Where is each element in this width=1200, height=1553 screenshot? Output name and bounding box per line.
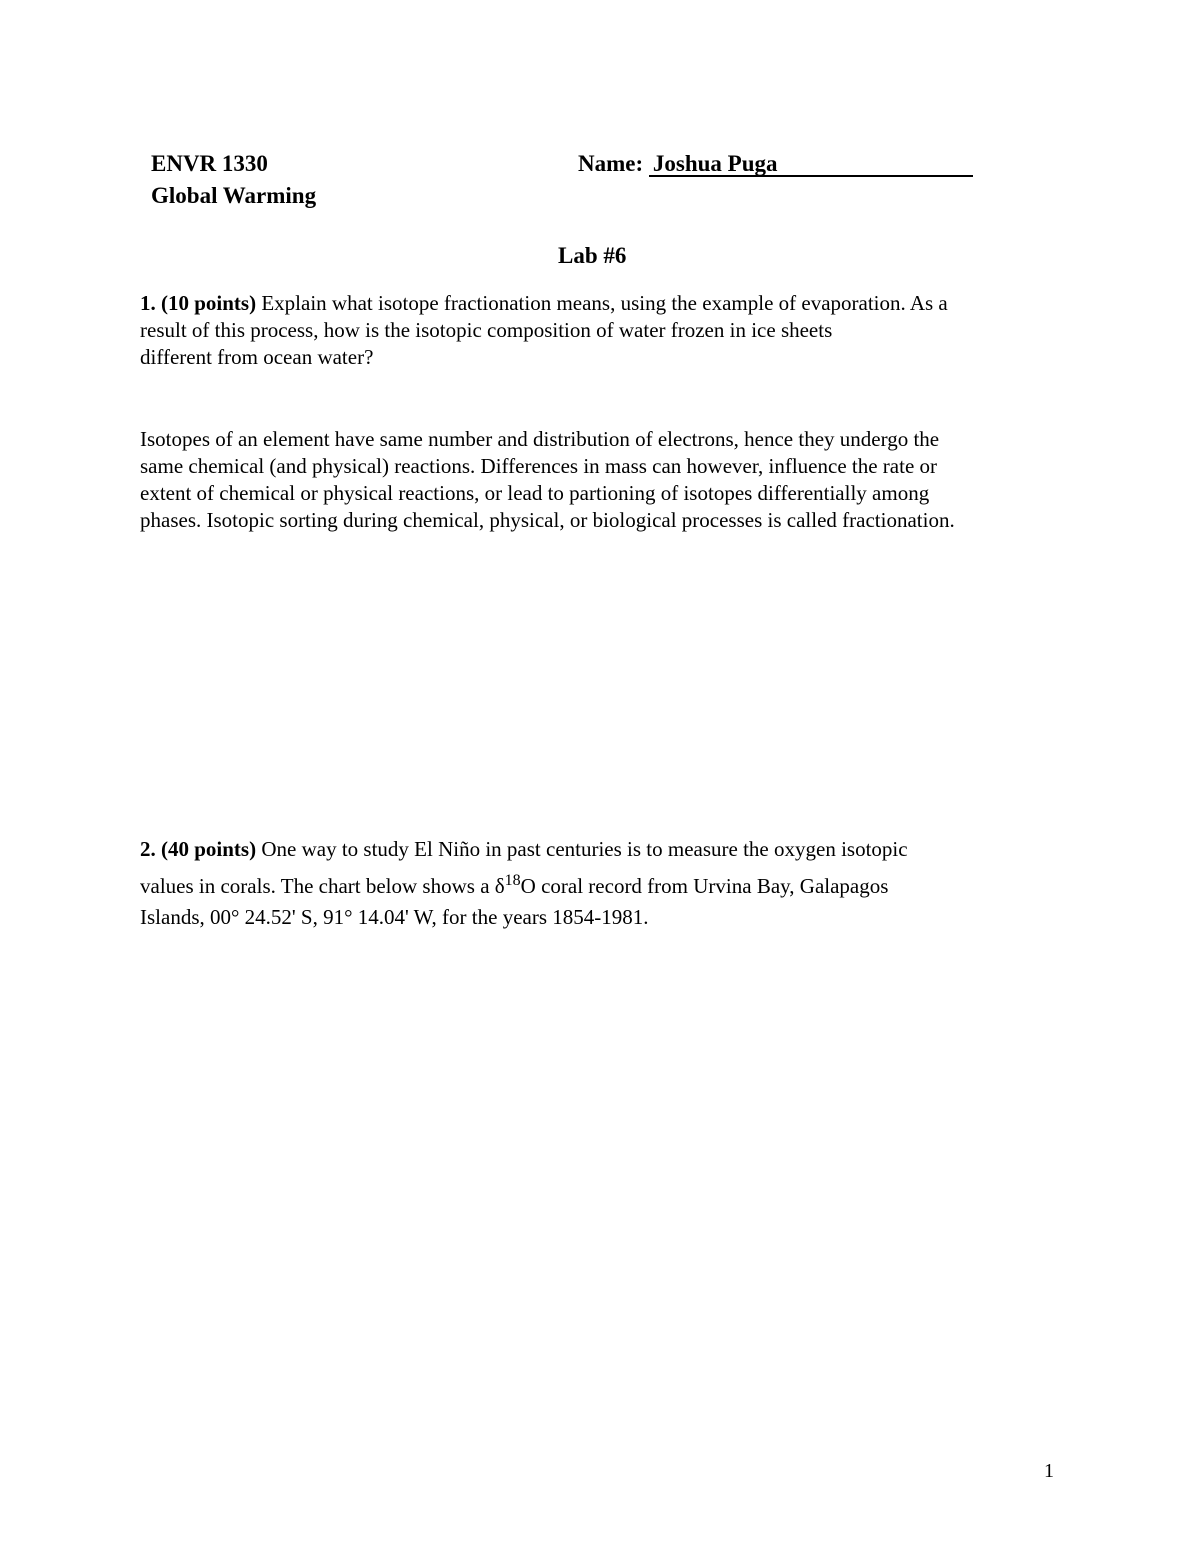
delta-superscript: 18	[504, 872, 521, 889]
answer-line: extent of chemical or physical reactions, or lead to partioning of isotopes differentially among	[140, 481, 930, 505]
name-value: Joshua Puga	[652, 151, 778, 176]
question-2-prompt-line-2b: O coral record from Urvina Bay, Galapagos	[520, 874, 889, 898]
question-2-prompt-line-2a: values in corals. The chart below shows a δ	[140, 874, 505, 898]
page-number: 1	[1044, 1460, 1054, 1482]
course-code: ENVR 1330	[151, 151, 268, 176]
question-2-prompt-line-3: Islands, 00° 24.52' S, 91° 14.04' W, for the years 1854-1981.	[140, 905, 649, 929]
question-2-prompt-line-1: One way to study El Niño in past centuries is to measure the oxygen isotopic	[261, 837, 908, 861]
question-1-prompt	[140, 290, 948, 371]
name-label: Name:	[578, 151, 644, 176]
course-title: Global Warming	[151, 183, 317, 208]
question-1-answer	[140, 426, 955, 534]
question-1-number: 1.	[140, 291, 156, 315]
lab-title: Lab #6	[558, 243, 627, 268]
name-block	[578, 150, 973, 178]
question-1-prompt-line-3: different from ocean water?	[140, 345, 374, 369]
question-1-points: (10 points)	[161, 291, 257, 315]
name-field	[649, 153, 973, 177]
question-2-points: (40 points)	[161, 837, 257, 861]
question-1-prompt-line-2: result of this process, how is the isotopic composition of water frozen in ice sheets	[140, 318, 833, 342]
question-1-prompt-line-1: Explain what isotope fractionation means, using the example of evaporation. As a	[261, 291, 948, 315]
answer-line: Isotopes of an element have same number and distribution of electrons, hence they undergo the	[140, 427, 940, 451]
question-2-prompt	[140, 834, 908, 933]
answer-line: same chemical (and physical) reactions. Differences in mass can however, influence the rate or	[140, 454, 938, 478]
question-2-number: 2.	[140, 837, 156, 861]
answer-line: phases. Isotopic sorting during chemical, physical, or biological processes is called fractionation.	[140, 508, 955, 532]
